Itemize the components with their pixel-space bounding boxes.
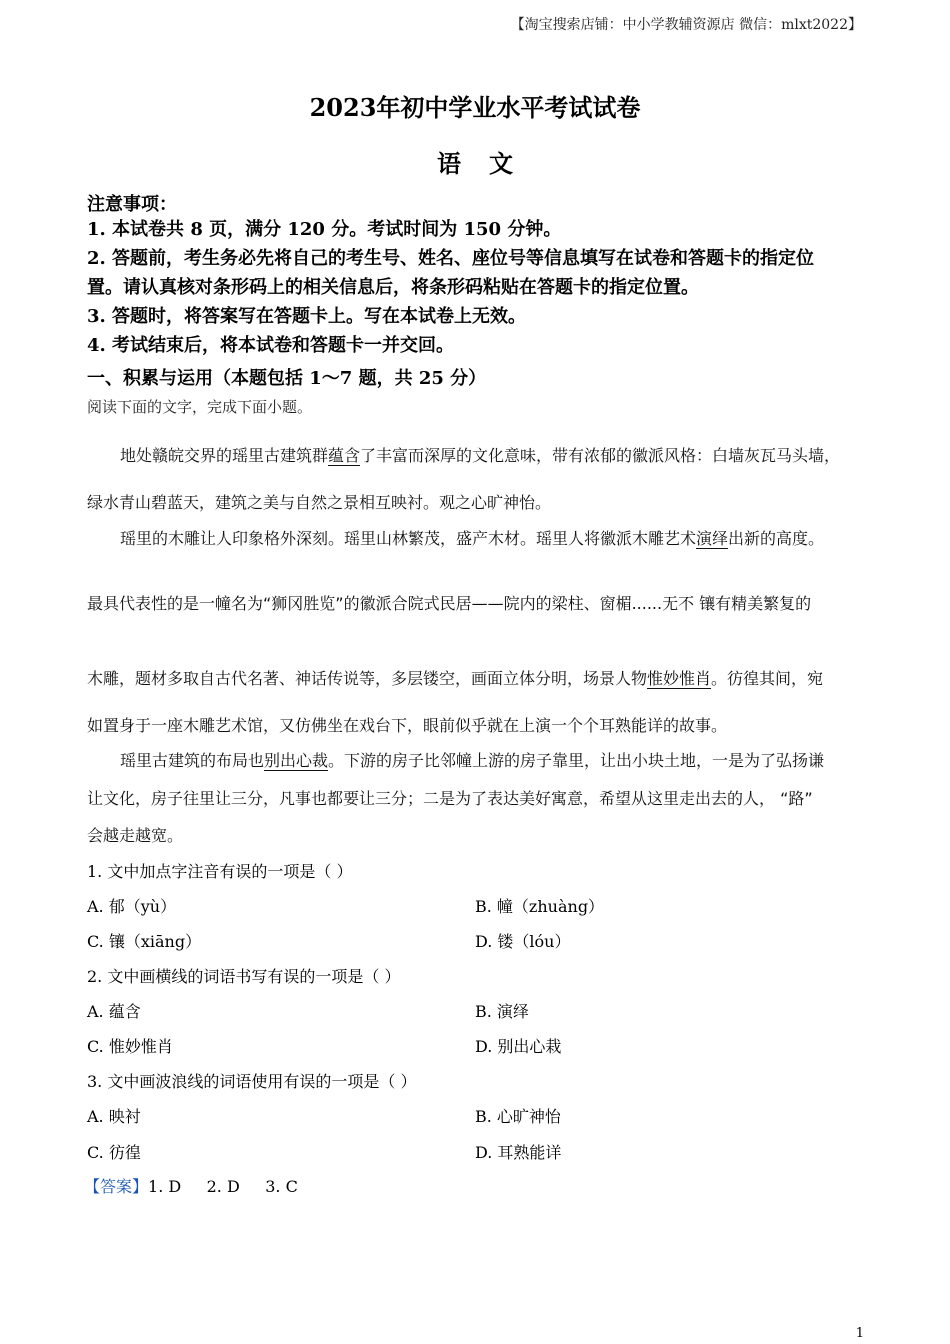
passage-line: 让文化，房子往里让三分，凡事也都要让三分；二是为了表达美好寓意，希望从这里走出去的人， “路”: [87, 789, 813, 808]
shop-header-note: 【淘宝搜索店铺：中小学教辅资源店 微信：mlxt2022】: [510, 17, 862, 33]
question-stem: 3. 文中画波浪线的词语使用有误的一项是（ ）: [87, 1072, 417, 1091]
option-c: C. 彷徨: [87, 1143, 141, 1162]
passage-line: 瑶里的木雕让人印象格外深刻。瑶里山林繁茂，盛产木材。瑶里人将徽派木雕艺术演绎出新的高度。: [120, 529, 825, 548]
option-b: B. 心旷神怡: [475, 1107, 561, 1126]
section-heading: 一、积累与运用（本题包括 1～7 题，共 25 分）: [87, 368, 487, 389]
exam-title: 2023年初中学业水平考试试卷: [309, 93, 641, 122]
underlined-word: 蕴含: [328, 446, 361, 465]
subject-title: 语文: [437, 149, 541, 178]
option-a: A. 郁（yù）: [87, 897, 177, 916]
underlined-word: 别出心裁: [264, 751, 329, 770]
answer-line: [84, 1174, 874, 1197]
option-a: A. 蕴含: [87, 1002, 141, 1021]
option-b: B. 演绎: [475, 1002, 529, 1021]
notice-item: 2. 答题前，考生务必先将自己的考生号、姓名、座位号等信息填写在试卷和答题卡的指定位: [87, 248, 815, 269]
option-d: D. 耳熟能详: [475, 1143, 562, 1162]
passage-line: 地处赣皖交界的瑶里古建筑群蕴含了丰富而深厚的文化意味，带有浓郁的徽派风格：白墙灰瓦马头墙，: [120, 446, 841, 465]
notice-item: 4. 考试结束后，将本试卷和答题卡一并交回。: [87, 335, 455, 356]
option-c: C. 镶（xiāng）: [87, 932, 202, 951]
answer-label: 【答案】: [84, 1177, 149, 1196]
question-stem: 1. 文中加点字注音有误的一项是（ ）: [87, 862, 353, 881]
option-d: D. 镂（lóu）: [475, 932, 571, 951]
underlined-word: 演绎: [696, 529, 729, 548]
option-c: C. 惟妙惟肖: [87, 1037, 173, 1056]
notice-item: 置。请认真核对条形码上的相关信息后，将条形码粘贴在答题卡的指定位置。: [87, 277, 699, 298]
notice-heading: 注意事项：: [87, 194, 177, 215]
passage-line: 绿水青山碧蓝天，建筑之美与自然之景相互映衬。观之心旷神怡。: [87, 493, 552, 512]
passage-line: 如置身于一座木雕艺术馆，又仿佛坐在戏台下，眼前似乎就在上演一个个耳熟能详的故事。: [87, 716, 728, 735]
page-number: 1: [855, 1326, 864, 1341]
option-b: B. 幢（zhuàng）: [475, 897, 605, 916]
passage-line: 最具代表性的是一幢名为“狮冈胜览”的徽派合院式民居——院内的梁柱、窗楣......无不 镶有精美繁复的: [87, 594, 812, 613]
option-d: D. 别出心栽: [475, 1037, 562, 1056]
underlined-word: 惟妙惟肖: [647, 669, 712, 688]
question-stem: 2. 文中画横线的词语书写有误的一项是（ ）: [87, 967, 401, 986]
section-instruction: 阅读下面的文字，完成下面小题。: [87, 398, 313, 416]
notice-item: 1. 本试卷共 8 页，满分 120 分。考试时间为 150 分钟。: [87, 219, 562, 240]
passage-line: 木雕，题材多取自古代名著、神话传说等，多层镂空，画面立体分明，场景人物惟妙惟肖。彷徨其间，宛: [87, 669, 824, 688]
passage-line: 会越走越宽。: [87, 826, 184, 845]
notice-item: 3. 答题时，将答案写在答题卡上。写在本试卷上无效。: [87, 306, 527, 327]
option-a: A. 映衬: [87, 1107, 141, 1126]
passage-line: 瑶里古建筑的布局也别出心裁。下游的房子比邻幢上游的房子靠里，让出小块土地，一是为了弘扬谦: [120, 751, 825, 770]
answer-text: 1. D 2. D 3. C: [148, 1177, 298, 1196]
